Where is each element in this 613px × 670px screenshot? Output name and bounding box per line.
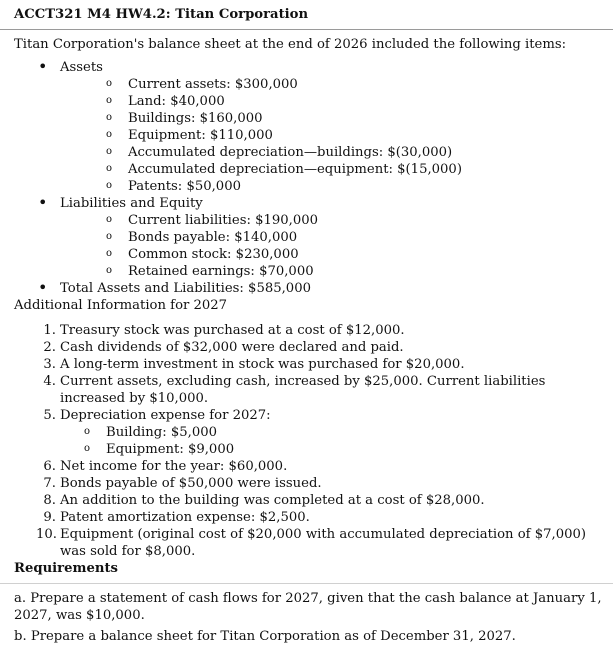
list-item: o Current assets: $300,000 bbox=[106, 76, 607, 93]
list-item: o Equipment: $9,000 bbox=[84, 441, 607, 458]
item-text: Current assets, excluding cash, increased by $25,000. Current liabilities increased by $10,000. bbox=[60, 374, 546, 406]
numbered-item bbox=[43, 356, 607, 373]
item-text: Cash dividends of $32,000 were declared and paid. bbox=[60, 340, 404, 355]
numbered-item bbox=[43, 509, 607, 526]
numbered-item bbox=[43, 339, 607, 356]
item-text: Net income for the year: $60,000. bbox=[60, 459, 288, 474]
list-item: o Building: $5,000 bbox=[84, 424, 607, 441]
additional-heading: Additional Information for 2027 bbox=[14, 298, 228, 313]
numbered-item bbox=[43, 492, 607, 509]
numbered-item bbox=[43, 407, 607, 458]
additional-list bbox=[14, 322, 607, 560]
total-item: • Total Assets and Liabilities: $585,000 bbox=[38, 280, 607, 297]
assets-item bbox=[38, 59, 607, 195]
item-number: 9. bbox=[43, 510, 56, 525]
item-text: An addition to the building was completed at a cost of $28,000. bbox=[60, 493, 485, 508]
numbered-item bbox=[36, 526, 607, 560]
assets-sublist bbox=[60, 76, 607, 195]
list-item: o Retained earnings: $70,000 bbox=[106, 263, 607, 280]
item-text: Patent amortization expense: $2,500. bbox=[60, 510, 310, 525]
item-number: 1. bbox=[43, 323, 56, 338]
list-item: o Bonds payable: $140,000 bbox=[106, 229, 607, 246]
liabilities-label: Liabilities and Equity bbox=[60, 196, 203, 211]
numbered-item bbox=[43, 458, 607, 475]
item-number: 10. bbox=[36, 527, 57, 542]
item-text: A long-term investment in stock was purchased for $20,000. bbox=[60, 357, 465, 372]
balance-sheet-list bbox=[14, 59, 607, 297]
item-number: 7. bbox=[43, 476, 56, 491]
numbered-item bbox=[43, 373, 607, 407]
item-number: 6. bbox=[43, 459, 56, 474]
item-text: Bonds payable of $50,000 were issued. bbox=[60, 476, 322, 491]
list-item: o Common stock: $230,000 bbox=[106, 246, 607, 263]
intro-text: Titan Corporation's balance sheet at the end of 2026 included the following items: bbox=[14, 37, 567, 52]
list-item: o Patents: $50,000 bbox=[106, 178, 607, 195]
list-item: o Accumulated depreciation—buildings: $(30,000) bbox=[106, 144, 607, 161]
list-item: o Equipment: $110,000 bbox=[106, 127, 607, 144]
numbered-item bbox=[43, 475, 607, 492]
requirements-heading: Requirements bbox=[14, 561, 118, 576]
item-text: Treasury stock was purchased at a cost of $12,000. bbox=[60, 323, 405, 338]
liabilities-item bbox=[38, 195, 607, 280]
numbered-item bbox=[43, 322, 607, 339]
requirement-b: b. Prepare a balance sheet for Titan Corporation as of December 31, 2027. bbox=[14, 629, 516, 644]
item-number: 3. bbox=[43, 357, 56, 372]
item-text: Equipment (original cost of $20,000 with accumulated depreciation of $7,000) was sold for $8,000. bbox=[60, 527, 587, 559]
requirements-divider bbox=[0, 583, 613, 584]
depreciation-sublist bbox=[60, 424, 607, 458]
item-number: 5. bbox=[43, 408, 56, 423]
item-text: Depreciation expense for 2027: bbox=[60, 408, 271, 423]
list-item: o Land: $40,000 bbox=[106, 93, 607, 110]
list-item: o Accumulated depreciation—equipment: $(15,000) bbox=[106, 161, 607, 178]
requirement-a: a. Prepare a statement of cash flows for 2027, given that the cash balance at January 1, 2027, was $10,000. bbox=[14, 591, 602, 623]
item-number: 2. bbox=[43, 340, 56, 355]
liabilities-sublist bbox=[60, 212, 607, 280]
item-number: 8. bbox=[43, 493, 56, 508]
list-item: o Current liabilities: $190,000 bbox=[106, 212, 607, 229]
page-title: ACCT321 M4 HW4.2: Titan Corporation bbox=[14, 7, 309, 22]
requirements-text bbox=[14, 590, 607, 645]
title-divider bbox=[0, 29, 613, 30]
list-item: o Buildings: $160,000 bbox=[106, 110, 607, 127]
item-number: 4. bbox=[43, 374, 56, 389]
assets-label: Assets bbox=[60, 60, 103, 75]
